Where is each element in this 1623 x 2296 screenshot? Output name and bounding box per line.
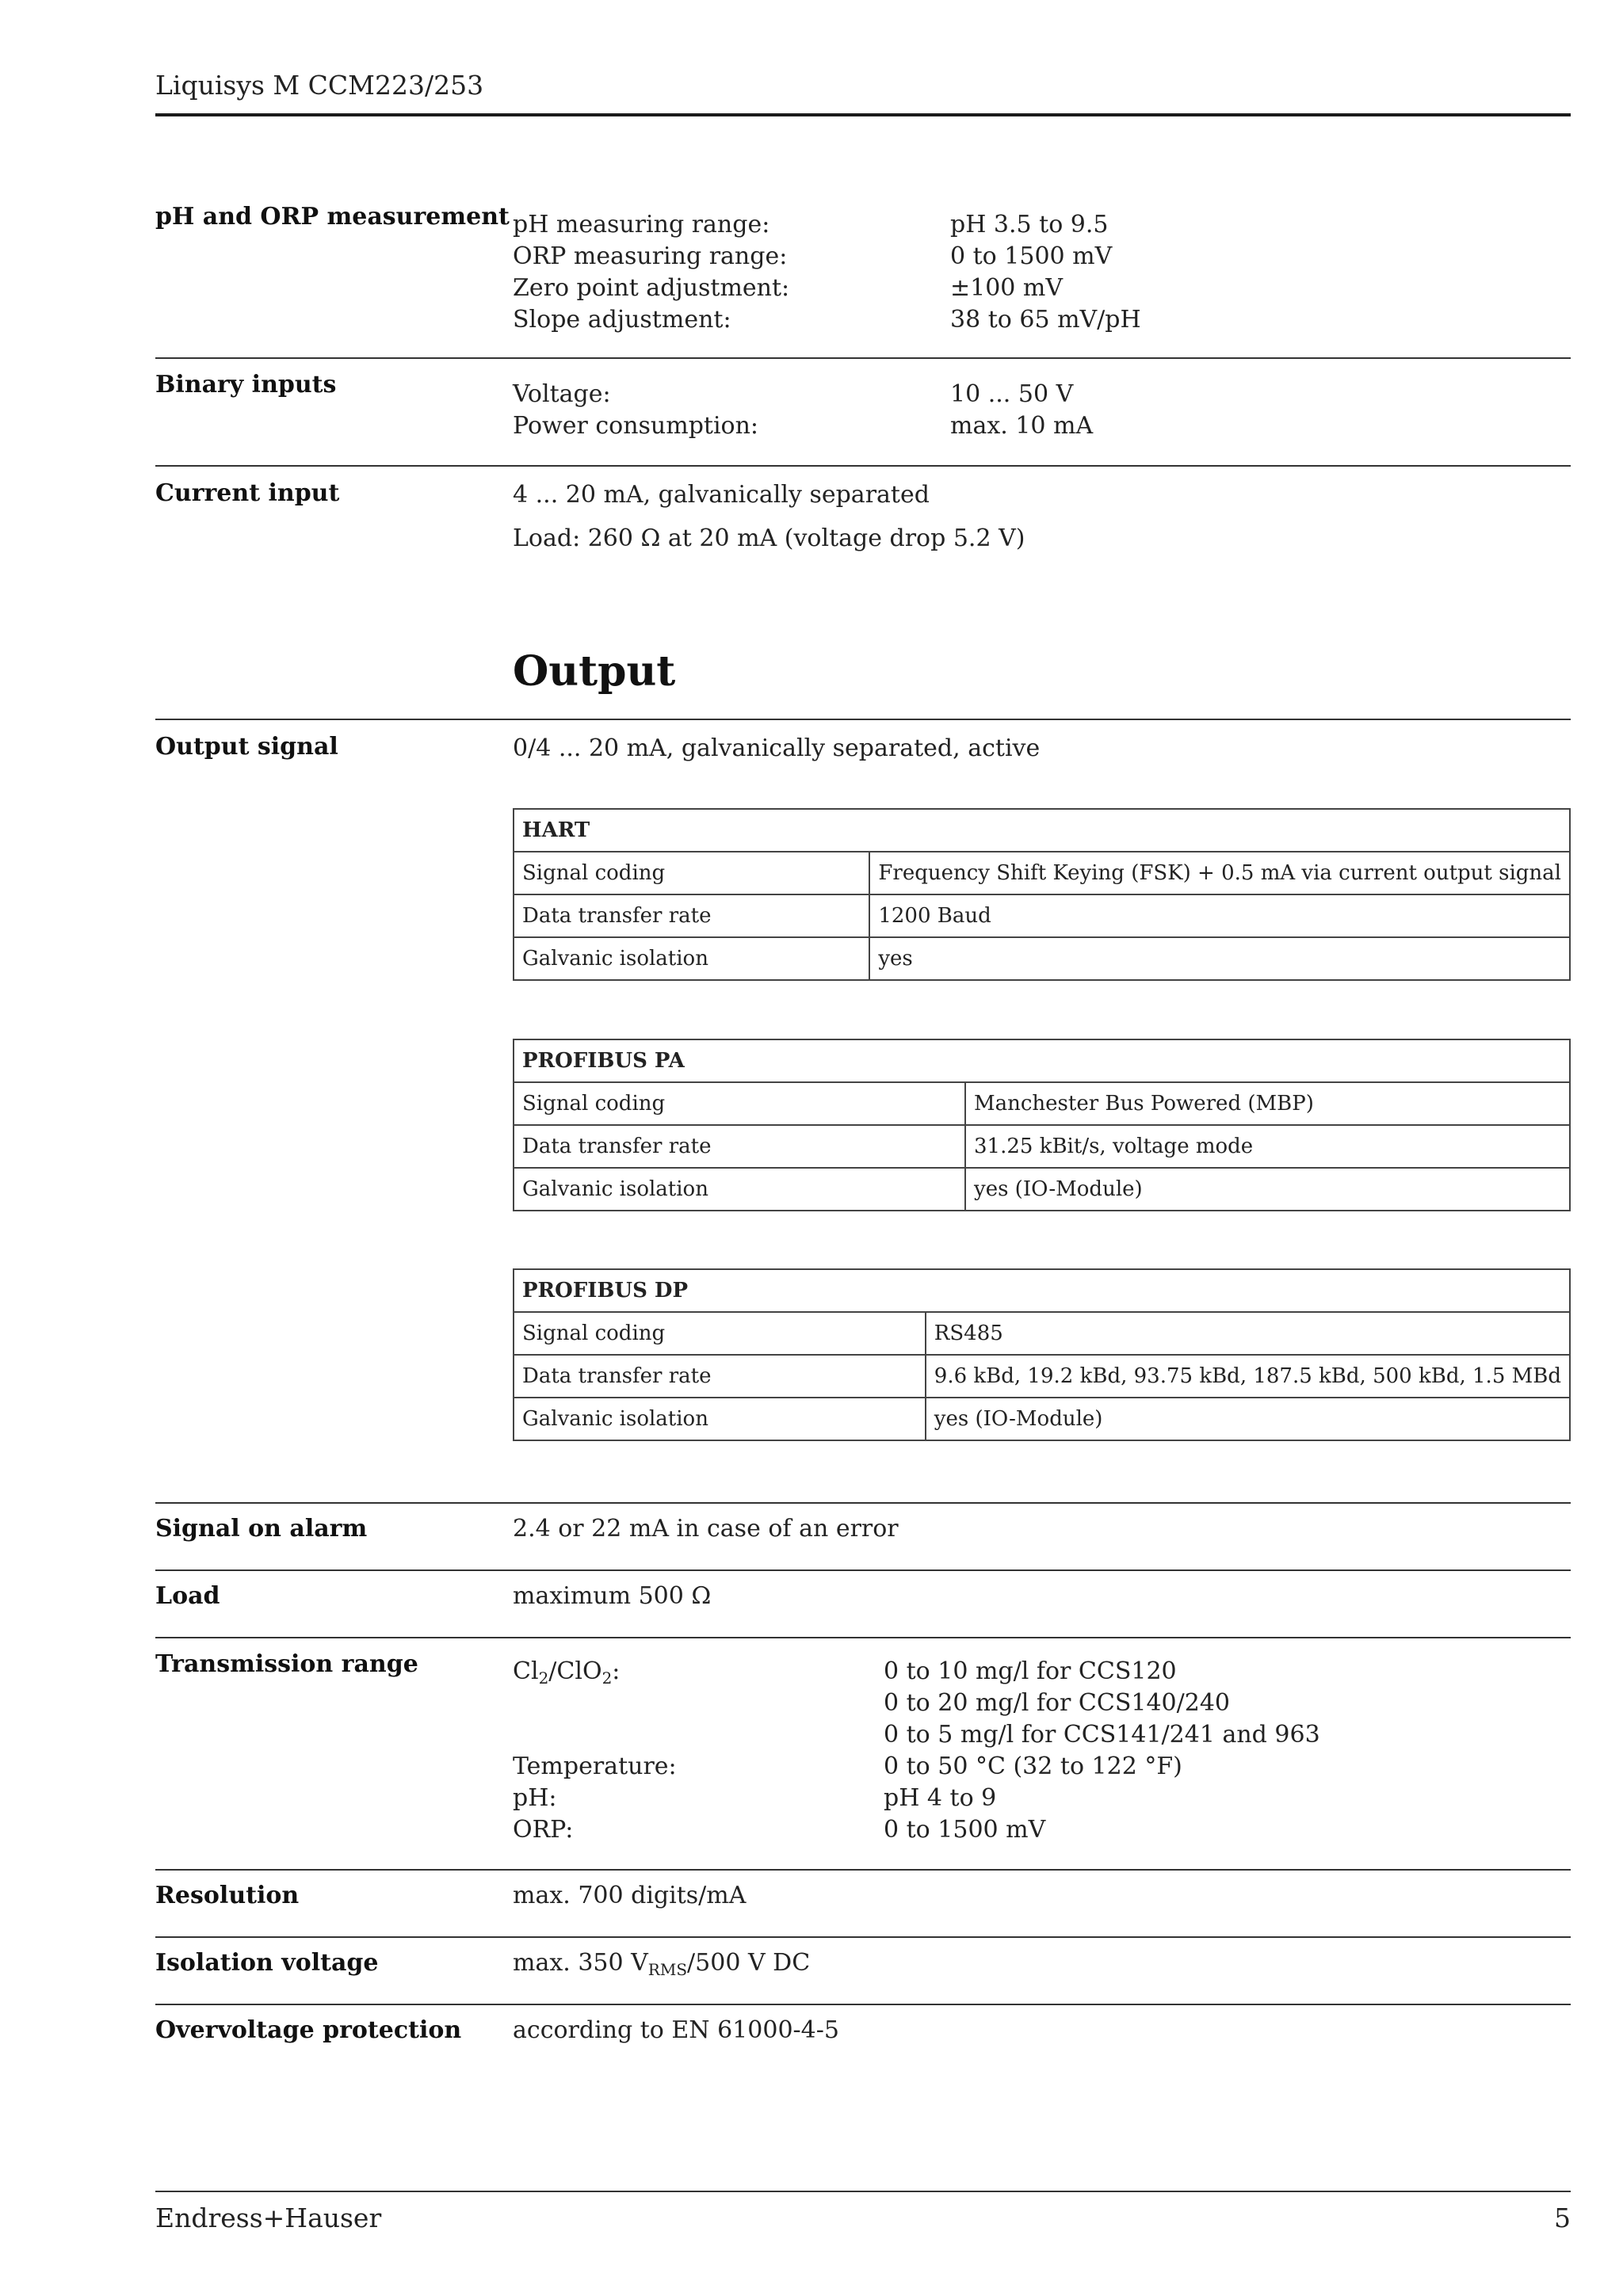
footer-brand: Endress+Hauser <box>155 2203 382 2233</box>
table-key: Signal coding <box>514 852 869 894</box>
isolation-voltage-text: max. 350 $V_{RMS}/500$ V DC <box>513 1949 811 1979</box>
isolation-voltage-label: Isolation voltage <box>155 1949 379 1977</box>
transmission-value: 0 to 50 °C (32 to 122 °F) <box>884 1753 1182 1780</box>
section-divider <box>155 1569 1571 1571</box>
signal-on-alarm-label: Signal on alarm <box>155 1515 368 1543</box>
overvoltage-text: according to EN 61000-4-5 <box>513 2016 839 2044</box>
binary-inputs-key: Power consumption: <box>513 412 759 440</box>
table-key: Data transfer rate <box>514 894 869 937</box>
transmission-key: ORP: <box>513 1816 574 1844</box>
chlorine-key: $Cl_2/ClO_2$: <box>513 1657 621 1688</box>
load-text: maximum 500 Ω <box>513 1582 712 1610</box>
table-key: Galvanic isolation <box>514 937 869 980</box>
table-value: 1200 Baud <box>869 894 1570 937</box>
table-value: 9.6 kBd, 19.2 kBd, 93.75 kBd, 187.5 kBd, 500 kBd, 1.5 MBd <box>926 1355 1570 1398</box>
table-key: Galvanic isolation <box>514 1168 965 1211</box>
table-row <box>514 1355 1570 1398</box>
section-divider <box>155 1637 1571 1638</box>
table-key: Signal coding <box>514 1312 926 1355</box>
table-row <box>514 937 1570 980</box>
section-divider <box>155 1502 1571 1504</box>
binary-inputs-key: Voltage: <box>513 380 611 408</box>
table-row <box>514 1168 1570 1211</box>
document-title: Liquisys M CCM223/253 <box>155 70 484 101</box>
ph-orp-key: Slope adjustment: <box>513 306 731 334</box>
binary-inputs-value: max. 10 mA <box>950 412 1094 440</box>
table-key: Data transfer rate <box>514 1125 965 1168</box>
table-value: Manchester Bus Powered (MBP) <box>965 1082 1570 1125</box>
output-heading: Output <box>513 647 676 696</box>
section-divider <box>155 465 1571 467</box>
section-divider <box>155 1936 1571 1938</box>
ph-orp-key: ORP measuring range: <box>513 242 788 270</box>
load-label: Load <box>155 1582 220 1610</box>
table-row <box>514 1312 1570 1355</box>
table-title: PROFIBUS DP <box>514 1269 1570 1312</box>
transmission-key: Temperature: <box>513 1753 677 1780</box>
transmission-key: pH: <box>513 1784 557 1812</box>
ph-orp-value: 0 to 1500 mV <box>950 242 1113 270</box>
current-input-label: Current input <box>155 479 340 507</box>
ph-orp-value: pH 3.5 to 9.5 <box>950 211 1109 238</box>
output-signal-text: 0/4 ... 20 mA, galvanically separated, active <box>513 734 1041 762</box>
table-key: Data transfer rate <box>514 1355 926 1398</box>
table-value: yes (IO-Module) <box>926 1398 1570 1440</box>
table-title: HART <box>514 809 1570 852</box>
overvoltage-label: Overvoltage protection <box>155 2016 462 2044</box>
table-value: yes (IO-Module) <box>965 1168 1570 1211</box>
resolution-text: max. 700 digits/mA <box>513 1882 747 1909</box>
transmission-range-label: Transmission range <box>155 1650 418 1678</box>
section-divider <box>155 1869 1571 1871</box>
hart-table <box>513 808 1571 981</box>
table-key: Signal coding <box>514 1082 965 1125</box>
page-number: 5 <box>1554 2203 1571 2233</box>
output-signal-label: Output signal <box>155 733 338 761</box>
ph-orp-key: Zero point adjustment: <box>513 274 790 302</box>
section-divider <box>155 2004 1571 2005</box>
section-divider <box>155 719 1571 720</box>
chlorine-range-value: 0 to 20 mg/l for CCS140/240 <box>884 1689 1231 1717</box>
signal-on-alarm-text: 2.4 or 22 mA in case of an error <box>513 1515 899 1543</box>
ph-orp-key: pH measuring range: <box>513 211 770 238</box>
chlorine-range-value: 0 to 5 mg/l for CCS141/241 and 963 <box>884 1721 1320 1749</box>
table-row <box>514 1082 1570 1125</box>
current-input-load: Load: 260 Ω at 20 mA (voltage drop 5.2 V) <box>513 524 1025 552</box>
table-row <box>514 1125 1570 1168</box>
table-value: 31.25 kBit/s, voltage mode <box>965 1125 1570 1168</box>
section-divider <box>155 357 1571 359</box>
current-input-text: 4 ... 20 mA, galvanically separated <box>513 481 930 509</box>
table-row <box>514 852 1570 894</box>
binary-inputs-label: Binary inputs <box>155 371 337 399</box>
transmission-value: pH 4 to 9 <box>884 1784 997 1812</box>
binary-inputs-value: 10 ... 50 V <box>950 380 1074 408</box>
table-value: yes <box>869 937 1570 980</box>
footer-rule <box>155 2191 1571 2192</box>
ph-orp-value: 38 to 65 mV/pH <box>950 306 1141 334</box>
table-value: RS485 <box>926 1312 1570 1355</box>
ph-orp-value: ±100 mV <box>950 274 1064 302</box>
header-rule <box>155 113 1571 116</box>
table-key: Galvanic isolation <box>514 1398 926 1440</box>
transmission-value: 0 to 1500 mV <box>884 1816 1046 1844</box>
table-row <box>514 1398 1570 1440</box>
resolution-label: Resolution <box>155 1882 300 1909</box>
ph-orp-label: pH and ORP measurement <box>155 203 510 231</box>
table-title: PROFIBUS PA <box>514 1039 1570 1082</box>
chlorine-range-value: 0 to 10 mg/l for CCS120 <box>884 1657 1177 1685</box>
profibus-pa-table <box>513 1039 1571 1211</box>
profibus-dp-table <box>513 1268 1571 1441</box>
table-value: Frequency Shift Keying (FSK) + 0.5 mA via current output signal <box>869 852 1570 894</box>
table-row <box>514 894 1570 937</box>
